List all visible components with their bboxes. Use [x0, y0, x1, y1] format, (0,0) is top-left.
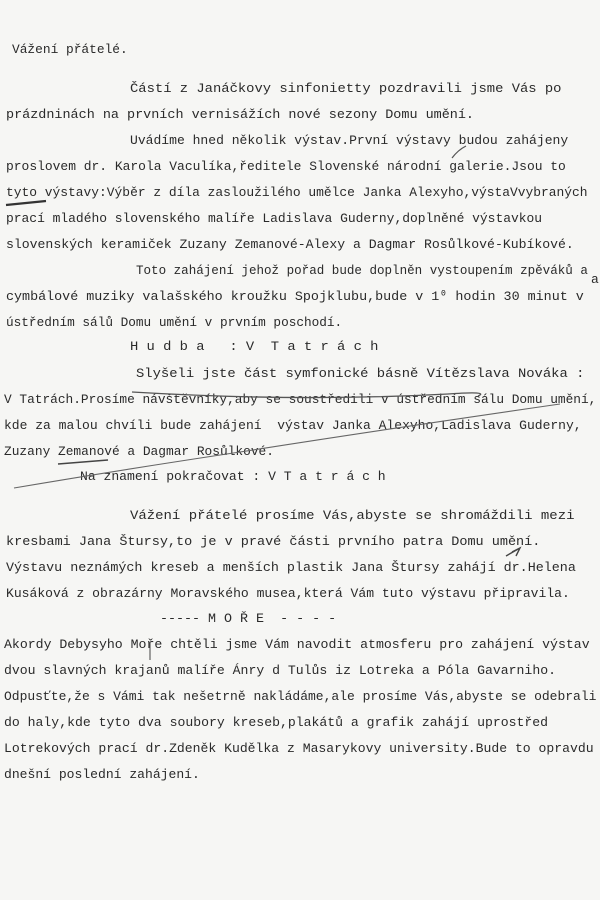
salutation: Vážení přátelé.	[12, 42, 128, 57]
paragraph-4-line-1: Slyšeli jste část symfonické básně Vítězslava Nováka :	[136, 366, 585, 381]
paragraph-4-line-2: V Tatrách.Prosíme návštěvníky,aby se soustředili v ústředním sálu Domu umění,	[4, 392, 597, 407]
paragraph-1-line-1: Částí z Janáčkovy sinfonietty pozdravili jsme Vás po	[130, 81, 562, 96]
continue-cue: Na znamení pokračovat : V T a t r á c h	[80, 469, 386, 484]
paragraph-3-line-1: Toto zahájení jehož pořad bude doplněn vystoupením zpěváků a	[136, 263, 588, 278]
paragraph-6-line-3: Odpusťte,že s Vámi tak nešetrně nakládáme,ale prosíme Vás,abyste se odebrali	[4, 689, 597, 704]
paragraph-4-line-4: Zuzany Zemanové a Dagmar Rosůlkové.	[4, 444, 274, 459]
paragraph-1-line-2: prázdninách na prvních vernisážích nové sezony Domu umění.	[6, 107, 474, 122]
paragraph-2-line-3: tyto výstavy:Výběr z díla zasloužilého umělce Janka Alexyho,výstaVvybraných	[6, 185, 588, 200]
paragraph-2-line-4: prací mladého slovenského malíře Ladislava Guderny,doplněné výstavkou	[6, 211, 543, 226]
paragraph-5-line-2: kresbami Jana Štursy,to je v pravé části prvního patra Domu umění.	[6, 534, 541, 549]
pen-scratch-mark	[58, 460, 108, 464]
paragraph-6-line-6: dnešní poslední zahájení.	[4, 767, 200, 782]
paragraph-5-line-1: Vážení přátelé prosíme Vás,abyste se shromáždili mezi	[130, 508, 575, 523]
paragraph-2-line-2: proslovem dr. Karola Vaculíka,ředitele Slovenské národní galerie.Jsou to	[6, 159, 566, 174]
sea-cue-heading: ----- M O Ř E - - - -	[160, 611, 337, 626]
paragraph-6-line-4: do haly,kde tyto dva soubory kreseb,plakátů a grafik zahájí uprostřed	[4, 715, 549, 730]
paragraph-2-line-5: slovenských keramiček Zuzany Zemanové-Alexy a Dagmar Rosůlkové-Kubíkové.	[6, 237, 574, 252]
pen-strike-mark	[6, 201, 46, 205]
paragraph-5-line-3: Výstavu neznámých kreseb a menších plastik Jana Štursy zahájí dr.Helena	[6, 560, 576, 575]
paragraph-3-line-3: ústředním sálů Domu umění v prvním poschodí.	[6, 315, 343, 330]
paragraph-6-line-2: dvou slavných krajanů malíře Ánry d Tulůs iz Lotreka a Póla Gavarniho.	[4, 663, 556, 678]
paragraph-2-line-1: Uvádíme hned několik výstav.První výstavy budou zahájeny	[130, 133, 569, 148]
paragraph-3-line-2: cymbálové muziky valašského kroužku Spojklubu,bude v 1⁰ hodin 30 minut v	[6, 289, 584, 304]
music-cue-heading: H u d b a : V T a t r á c h	[130, 339, 379, 354]
margin-overflow-char: a	[591, 272, 599, 287]
paragraph-4-line-3: kde za malou chvíli bude zahájení výstav Janka Alexyho,Ladislava Guderny,	[4, 418, 582, 433]
paragraph-6-line-1: Akordy Debysyho Moře chtěli jsme Vám navodit atmosferu pro zahájení výstav	[4, 637, 590, 652]
paragraph-6-line-5: Lotrekových prací dr.Zdeněk Kudělka z Masarykovy university.Bude to opravdu	[4, 741, 594, 756]
paragraph-5-line-4: Kusáková z obrazárny Moravského musea,která Vám tuto výstavu připravila.	[6, 586, 570, 601]
